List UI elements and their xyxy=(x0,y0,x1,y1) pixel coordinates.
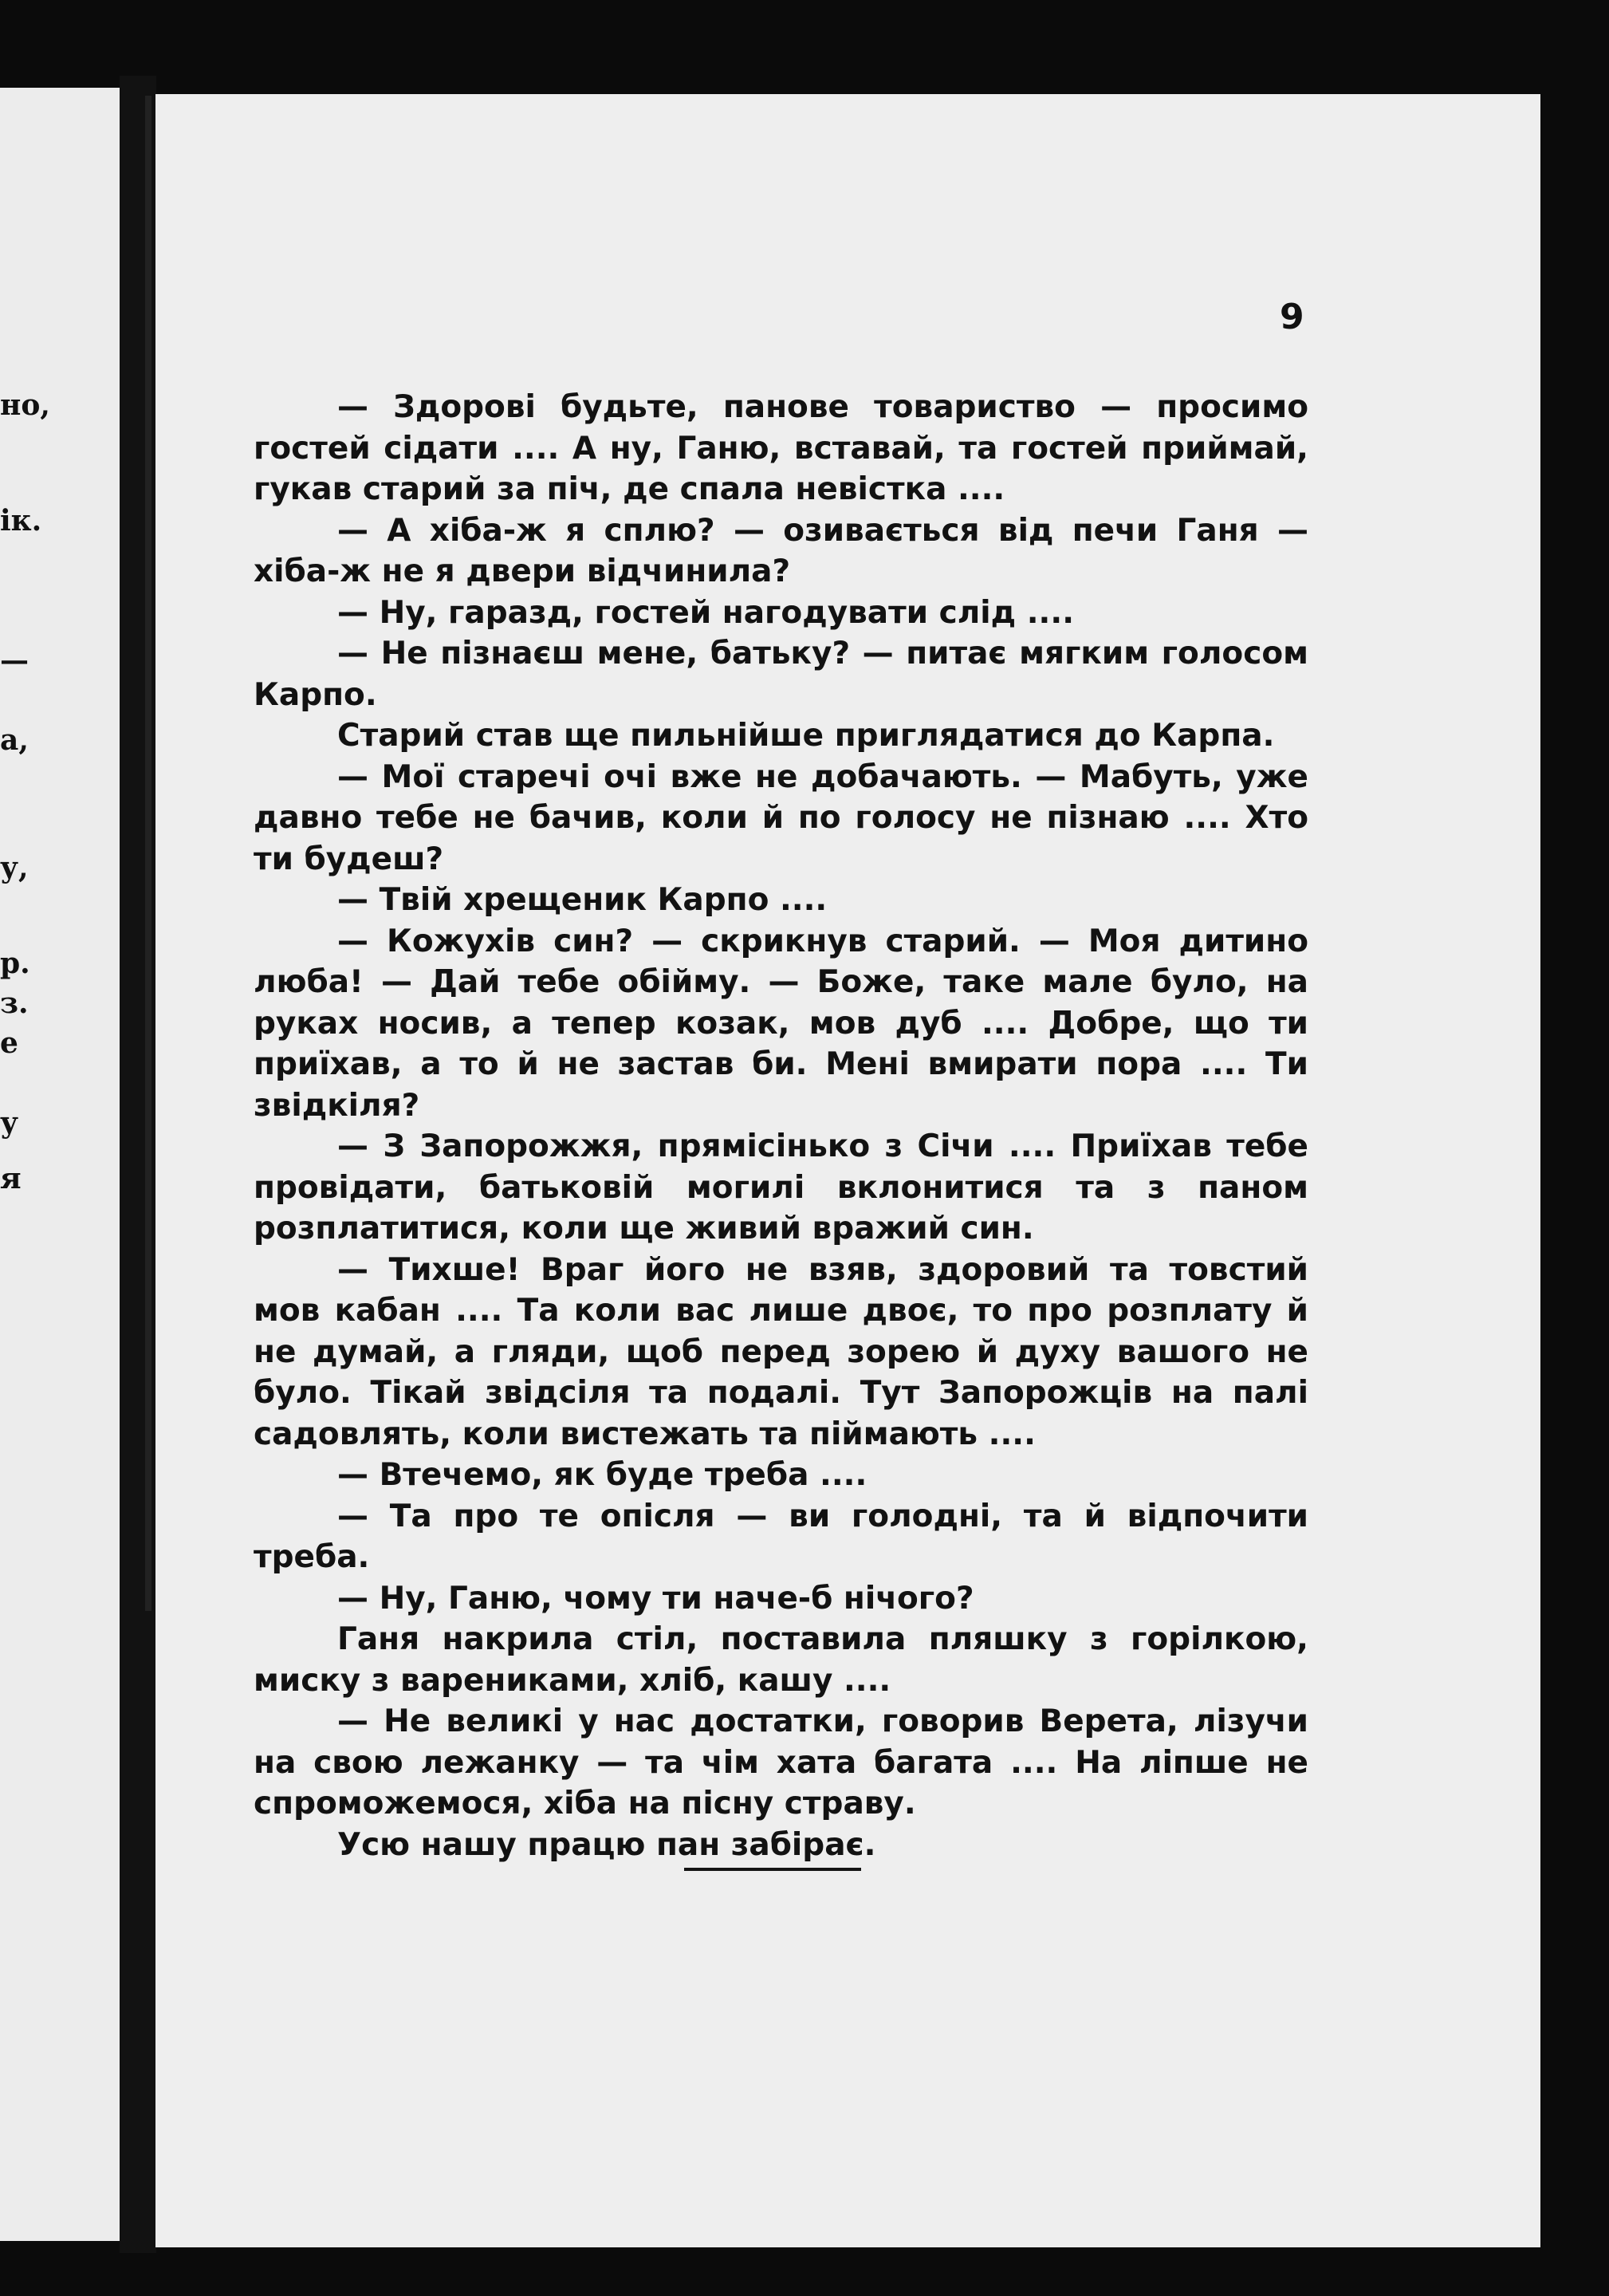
paragraph: — А хіба-ж я сплю? — озивається від печи Ганя — хіба-ж не я двери відчинила? xyxy=(254,512,1308,589)
left-page-edge xyxy=(0,88,120,2241)
left-page-fragment: но, xyxy=(0,388,50,422)
paragraph: Старий став ще пильнійше приглядатися до Карпа. xyxy=(337,718,1275,754)
paragraph: Ганя накрила стіл, поставила пляшку з горілкою, миску з варениками, хліб, кашу .... xyxy=(254,1621,1308,1699)
left-page-fragment: а, xyxy=(0,723,29,757)
left-page-fragment: я xyxy=(0,1162,22,1195)
paragraph: — Ну, Ганю, чому ти наче-б нічого? xyxy=(337,1580,974,1617)
paragraph: — Втечемо, як буде треба .... xyxy=(337,1457,867,1493)
paragraph: — Твій хрещеник Карпо .... xyxy=(337,882,828,918)
left-page-fragment: р. xyxy=(0,947,30,980)
paragraph: — Мої старечі очі вже не добачають. — Мабуть, уже давно тебе не бачив, коли й по голосу не пізнаю .... Хто ти будеш? xyxy=(254,758,1308,877)
left-page-fragment: з. xyxy=(0,987,29,1020)
page-number: 9 xyxy=(1280,297,1304,337)
paragraph: — Здорові будьте, панове товариство — просимо гостей сідати .... А ну, Ганю, вставай, та гостей приймай, гукав старий за піч, де спала невістка .... xyxy=(254,389,1308,507)
left-page-fragment: — xyxy=(0,644,29,677)
paragraph: — Не великі у нас достатки, говорив Верета, лізучи на свою лежанку — та чім хата багата .... На ліпше не спроможемося, хіба на пісну страву. xyxy=(254,1703,1308,1821)
paragraph: — Кожухів син? — скрикнув старий. — Моя дитино люба! — Дай тебе обійму. — Боже, таке мале було, на руках носив, а тепер козак, мов дуб .... Добре, що ти приїхав, а то й не застав би. Мені вмирати пора .... Ти звідкіля? xyxy=(254,923,1308,1124)
gutter-shadow xyxy=(145,96,151,1611)
paragraph: — Тихше! Враг його не взяв, здоровий та товстий мов кабан .... Та коли вас лише двоє, то про розплату й не думай, а гляди, щоб перед зорею й духу вашого не було. Тікай звідсіля та подалі. Тут Запорожців на палі садовлять, коли вистежать та піймають .... xyxy=(254,1251,1308,1452)
page-text xyxy=(254,387,1308,1865)
left-page-fragment: у xyxy=(0,1106,19,1140)
paragraph: — Та про те опісля — ви голодні, та й відпочити треба. xyxy=(254,1498,1308,1575)
paragraph: Усю нашу працю пан забірає. xyxy=(337,1826,876,1863)
left-page-fragment: е xyxy=(0,1026,18,1060)
left-page-fragment: у, xyxy=(0,851,29,884)
paragraph: — Ну, гаразд, гостей нагодувати слід .... xyxy=(337,594,1075,631)
paragraph: — Не пізнаєш мене, батьку? — питає мягким голосом Карпо. xyxy=(254,636,1308,713)
left-page-fragment: ік. xyxy=(0,504,42,538)
section-end-rule xyxy=(684,1868,861,1871)
paragraph: — З Запорожжя, прямісінько з Січи .... Приїхав тебе провідати, батьковій могилі вклонитися та з паном розплатитися, коли ще живий вражий син. xyxy=(254,1128,1308,1246)
